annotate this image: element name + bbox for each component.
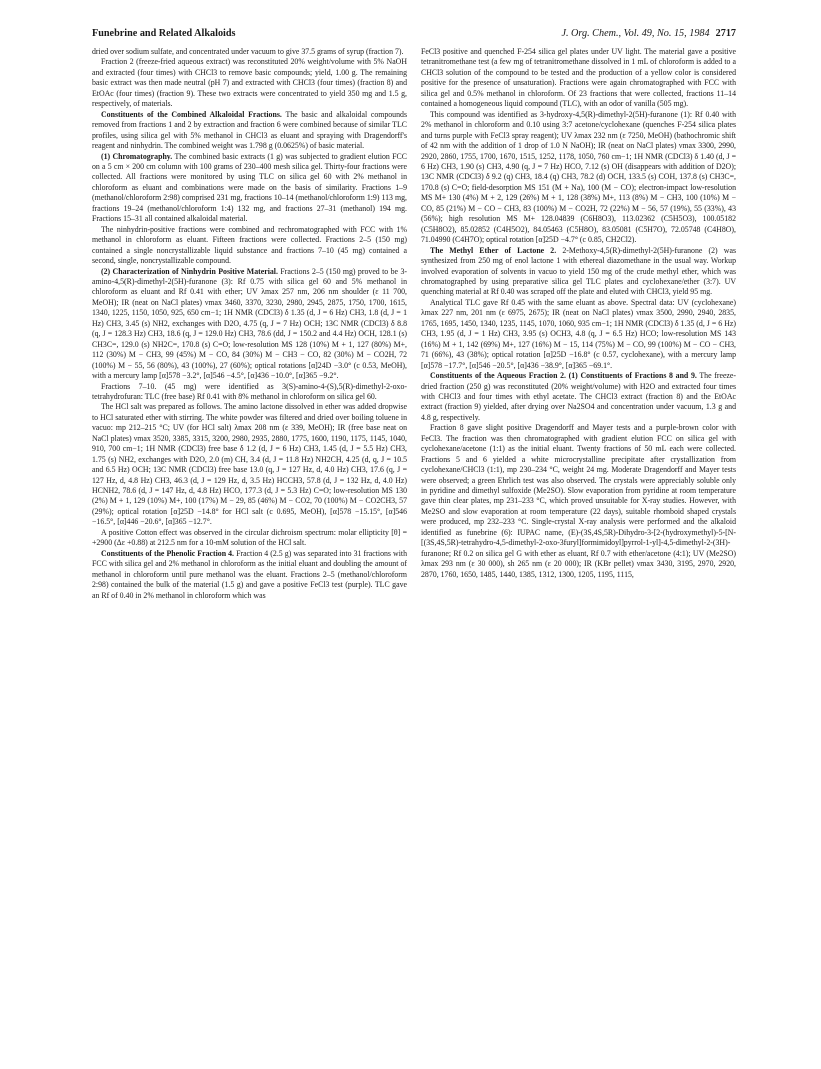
paragraph: [92, 152, 407, 225]
paragraph: [92, 225, 407, 267]
paragraph-text: FeCl3 positive and quenched F-254 silica gel plates under UV light. The material gave a positive tetranitromethane test (a few mg of tetranitromethane dissolved in 1 mL of chloroform is added to a CHCl3 solution of the compound to be tested and the production of a yellow color is considered positive for the presence of unsaturation). Fractions were again chromatographed with FCC with silica gel and 0.5% methanol in chloroform. Of 23 fractions that were collected, fractions 11–14 contained a homogeneous liquid compound (TLC), with an odor of vanilla (505 mg).: [421, 47, 736, 109]
paragraph-text: Fractions 7–10. (45 mg) were identified as 3(S)-amino-4-(S),5(R)-dimethyl-2-oxo-tetrahydrofuran: TLC (free base) Rf 0.41 with 8% methanol in chloroform on silica gel 60.: [92, 381, 407, 401]
paragraph: [421, 298, 736, 371]
paragraph-text: A positive Cotton effect was observed in the circular dichroism spectrum: molar ellipticity [θ] = +2900 (Δε +0.88) at 212.5 nm for a 10-mM solution of the HCl salt.: [92, 527, 407, 548]
paragraph: [92, 382, 407, 403]
paragraph-text: Fraction 4 (2.5 g) was separated into 31 fractions with FCC with silica gel and 2% methanol in chloroform as the initial eluant and doubling the amount of methanol in chloroform until pure methanol was the eluant. Fractions 2–5 (methanol/chloroform 2:98) contained the bulk of the material (1.5 g) and gave a positive FeCl3 test (purple). TLC gave an Rf of 0.40 in 2% methanol in chloroform which was: [92, 548, 407, 600]
section-heading: Constituents of the Phenolic Fraction 4.: [101, 548, 235, 558]
paragraph: [92, 402, 407, 527]
paragraph-text: Analytical TLC gave Rf 0.45 with the same eluant as above. Spectral data: UV (cyclohexane) λmax 227 nm, 201 nm (ε 6975, 2675); IR (neat on NaCl plates) νmax 3500, 2990, 2940, 2835, 1765, 1695, 1450, 1340, 1235, 1145, 1070, 1060, 935 cm−1; 1H NMR (CDCl3) δ 1.35 (d, J = 6 Hz) CH3, 1.95 (d, J = 1 Hz) CH3, 3.95 (s) OCH3, 4.8 (q, J = 6.5 Hz) HCO; low-resolution MS 143 (16%) M + 1, 142 (69%) M+, 127 (16%) M − 15, 114 (75%) M − CO, 99 (100%) M − CO − CH3, 71 (66%), 43 (38%); optical rotation [α]25D −16.8° (c 0.57, cyclohexane), with a mercury lamp [α]578 −17.7°, [α]546 −20.5°, [α]436 −38.9°, [α]365 −69.1°.: [421, 297, 736, 370]
paragraph-text: The HCl salt was prepared as follows. The amino lactone dissolved in ether was added dropwise to HCl saturated ether with stirring. The white powder was filtered and dried over boiling toluene in vacuo: mp 212–215 °C; UV (for HCl salt) λmax 208 nm (ε 339, MeOH); IR (free base neat on NaCl plates) νmax 3520, 3385, 3315, 3200, 2980, 2935, 2880, 1775, 1600, 1190, 1175, 1145, 1040, 910, 700 cm−1; 1H NMR (CDCl3) free base δ 1.2 (d, J = 6 Hz) CH3, 1.45 (d, J = 5.5 Hz) CH3, 1.75 (s) NH2, exchanges with D2O, 2.0 (m) CH, 3.4 (d, J = 11.8 Hz) NH2CH, 4.25 (d, q, J = 10.5 and 6.5 Hz) OCH; 13C NMR (CDCl3) free base 13.0 (q, J = 127 Hz, d, 4.0 Hz) CH3, 17.6 (q, J = 127 Hz, d, 4.8 Hz) CH3, 46.3 (d, J = 129 Hz, d, 3.5 Hz) HCCH3, 57.8 (d, J = 132 Hz, d, 4.0 Hz) HCNH2, 78.6 (d, J = 147 Hz, d, 4.8 Hz) HCO, 177.3 (d, J = 5.3 Hz) C=O; low-resolution MS 130 (2%) M + 1, 129 (10%) M+, 100 (17%) M − 29, 85 (46%) M − CO2, 70 (100%) M − CO2CH3, 57 (29%); optical rotation [α]25D −14.8° for HCl salt (c 0.695, MeOH), [α]578 −15.15°, [α]546 −16.5°, [α]446 −20.6°, [α]365 −12.7°.: [92, 402, 407, 527]
paragraph-text: Fraction 8 gave slight positive Dragendorff and Mayer tests and a purple-brown color with FeCl3. The fraction was then chromatographed with gradient elution FCC on silica gel with cyclohexane/acetone (1:1) as the initial eluant. Twenty fractions of 50 mL each were collected. Fractions 5 and 6 yielded a white microcrystalline precipitate after crystallization from cyclohexane/CHCl3 (1:1), mp 230–234 °C, weight 24 mg. Moderate Dragendorff and Mayer tests were observed; a green Ehrlich test was also observed. The crystals were appreciably soluble only in pyridine and dimethyl sulfoxide (Me2SO). Slow evaporation from pyridine at room temperature gave thin clear plates, mp 231–233 °C, which proved unsuitable for X-ray studies. However, with Me2SO and slow evaporation at room temperature (22 days), suitable rhomboid shaped crystals were produced, mp 232–233 °C. Single-crystal X-ray analysis were performed and the alkaloid identified as funebrine (6): IUPAC name, (E)-(3S,4S,5R)-Dihydro-3-[2-(hydroxymethyl)-5-[N-[(3S,4S,5R)-tetrahydro-4,5-dimethyl-2-oxo-3furyl]formimidoyl]pyrrol-1-yl]-4,5-dimethyl-2-(3H)-furanone; Rf 0.2 on silica gel G with ether as eluant, Rf 0.7 with ether/acetone (4:1); UV (Me2SO) λmax 293 nm (ε 30 000), sh 265 nm (ε 20 000); IR (KBr pellet) νmax 3430, 3195, 2970, 2920, 2870, 1760, 1650, 1485, 1440, 1385, 1312, 1300, 1205, 1195, 1115,: [421, 423, 736, 579]
paragraph-text: The ninhydrin-positive fractions were combined and rechromatographed with FCC with 1% methanol in chloroform as eluant. Fifteen fractions were collected. Fractions 2–5 (150 mg) contained a single noncrystallizable liquid substance and fractions 7–10 (45 mg) contained a second, single, noncrystallizable compound.: [92, 224, 407, 266]
paragraph: [421, 47, 736, 110]
paragraph: [92, 47, 407, 57]
paragraph: [421, 110, 736, 246]
page-number: 2717: [715, 28, 736, 39]
paragraph-text: The freeze-dried fraction (250 g) was reconstituted (20% weight/volume) with H2O and extracted four times with CHCl3 and four times with ethyl acetate. The CHCl3 extract (fraction 8) and the EtOAc extract (fraction 9) yielded, after drying over Na2SO4 and concentration under vacuum, 1.3 g and 4.8 g, respectively.: [421, 371, 736, 422]
right-column: [421, 47, 736, 1057]
section-heading: Constituents of the Aqueous Fraction 2. (1) Constituents of Fractions 8 and 9.: [430, 371, 697, 381]
paragraph: [92, 57, 407, 109]
paragraph-text: This compound was identified as 3-hydroxy-4,5(R)-dimethyl-2(5H)-furanone (1): Rf 0.40 with 2% methanol in chloroform and 0.10 using 3:7 acetone/cyclohexane (quenches F-254 silica plates and turns purple with FeCl3 spray reagent); UV λmax 232 nm (ε 7250, MeOH) (bathochromic shift of 42 nm with the addition of 1 drop of 1.0 N NaOH); IR (neat on NaCl plates) νmax 3300, 2990, 2920, 2860, 1755, 1700, 1670, 1515, 1252, 1178, 1050, 760 cm−1; 1H NMR (CDCl3) δ 1.40 (d, J = 6 Hz) CH3, 1.90 (s) CH3, 4.90 (q, J = 7 Hz) HCO, 7.12 (s) OH (disappears with addition of D2O); 13C NMR (CDCl3) δ 9.2 (q) CH3, 18.4 (q) CH3, 78.2 (d) OCH, 133.5 (s) COH, 137.8 (s) CH3C=, 170.8 (s) C=O; field-desorption MS 151 (M + Na), 100 (M − CO); electron-impact low-resolution MS M+ 130 (4%) M + 2, 129 (26%) M + 1, 128 (38%) M+, 113 (8%) M − CH3, 100 (10%) M − CO, 85 (21%) M − CO − CH3, 83 (100%) M − CO2H, 72 (22%) M − 56, 57 (19%), 55 (33%), 43 (56%); high resolution MS M+ 128.04839 (C6H8O3), 113.02362 (C5H5O3), 100.05182 (C5H8O2), 85.02852 (C4H5O2), 84.05463 (C5H8O), 83.05081 (C5H7O), 72.05748 (C4H8O), 71.04990 (C4H7O); optical rotation [α]25D −4.7° (c 0.85, CH2Cl2).: [421, 109, 736, 245]
journal-name: J. Org. Chem., Vol. 49, No. 15, 1984: [561, 28, 710, 39]
paragraph-text: Fraction 2 (freeze-fried aqueous extract) was reconstituted 20% weight/volume with 5% NaOH and extracted (four times) with CHCl3 to remove basic compounds; yield, 1.00 g. The remaining basic extract was then made neutral (pH 7) and extracted with CHCl3 (four times) (fraction 8) and EtOAc (four times) (fraction 9). These two extracts were concentrated to yield 350 mg and 1.5 g, respectively, of materials.: [92, 57, 407, 109]
paragraph: [92, 549, 407, 601]
paragraph-text: dried over sodium sulfate, and concentrated under vacuum to give 37.5 grams of syrup (fraction 7).: [92, 47, 404, 56]
section-heading: The Methyl Ether of Lactone 2.: [430, 245, 557, 255]
paragraph-text: Fractions 2–5 (150 mg) proved to be 3-amino-4,5(R)-dimethyl-2(5H)-furanone (3): Rf 0.75 with silica gel 60 and 5% methanol in chloroform as eluant and Rf 0.41 with ether; UV λmax 257 nm, 206 nm shoulder (ε 11 700, MeOH); IR (neat on NaCl plates) νmax 3460, 3370, 3230, 2980, 2945, 2875, 1750, 1700, 1615, 1340, 1225, 1150, 1050, 925, 650 cm−1; 1H NMR (CDCl3) δ 1.35 (d, J = 6 Hz) CH3, 1.8 (d, J = 1 Hz) CH3, 3.45 (s) NH2, exchanges with D2O, 4.75 (q, J = 7 Hz) OCH; 13C NMR (CDCl3) δ 8.8 (q, J = 128.3 Hz) CH3, 18.6 (q, J = 129.0 Hz) CH3, 78.6 (dd, J = 150.2 and 4.4 Hz) OCH, 128.1 (s) CH3C=, 129.0 (s) NH2C=, 170.8 (s) C=O; low-resolution MS 128 (10%) M + 1, 127 (80%) M+, 112 (30%) M − CH3, 99 (45%) M − CO, 84 (30%) M − CH3 − CO, 82 (30%) M − CO2H, 72 (100%) M − 55, 56 (80%), 43 (100%), 27 (60%); optical rotations [α]24D −3.0° (c 0.53, MeOH), with a mercury lamp [α]578 −3.2°, [α]546 −4.5°, [α]436 −10.0°, [α]365 −9.2°.: [92, 266, 407, 381]
left-column: [92, 47, 407, 1057]
paragraph-text: The basic and alkaloidal compounds removed from fractions 1 and 2 by extraction and fraction 6 were combined because of similar TLC profiles, using silica gel with 5% methanol in CHCl3 as eluant and spraying with Dragendorff's reagent and ninhydrin. The combined weight was 1.798 g (0.0625%) of basic material.: [92, 109, 407, 151]
running-title: Funebrine and Related Alkaloids: [92, 28, 236, 39]
paragraph: [92, 528, 407, 549]
journal-citation: [561, 26, 736, 42]
paragraph-text: 2-Methoxy-4,5(R)-dimethyl-2(5H)-furanone (2) was synthesized from 250 mg of enol lactone 1 with ethereal diazomethane in the usual way. Workup involved evaporation of solvents in vacuo to yield 150 mg of the crude methyl ether, which was chromatographed by using preparative silica gel TLC plates and cyclohexane/ether (3:7). UV quenching material at Rf 0.40 was scraped off the plate and eluted with CHCl3, yield 95 mg.: [421, 245, 736, 297]
paragraph: [421, 371, 736, 423]
section-heading: Constituents of the Combined Alkaloidal Fractions.: [101, 109, 282, 119]
paragraph: [421, 246, 736, 298]
section-heading: (1) Chromatography.: [101, 151, 173, 161]
paragraph: [92, 110, 407, 152]
running-header: [92, 26, 736, 42]
section-heading: (2) Characterization of Ninhydrin Positive Material.: [101, 266, 278, 276]
paragraph: [421, 423, 736, 580]
paragraph-text: The combined basic extracts (1 g) was subjected to gradient elution FCC on a 5 cm × 200 cm column with 100 grams of 230–400 mesh silica gel. Thirty-four fractions were collected. All fractions were monitored by using TLC on silica gel 60 with 2% methanol in chloroform as eluant and combinations were made on the basis of similarity. Fractions 1–9 (methanol/chloroform 2:98) comprised 231 mg, fractions 10–14 (methanol/chloroform 1:9) 113 mg, fractions 19–24 (methanol/chloroform 1:4) 132 mg, and fractions 27–31 (methanol) 194 mg. Fractions 15–31 all contained alkaloidal material.: [92, 151, 407, 224]
paragraph: [92, 267, 407, 382]
